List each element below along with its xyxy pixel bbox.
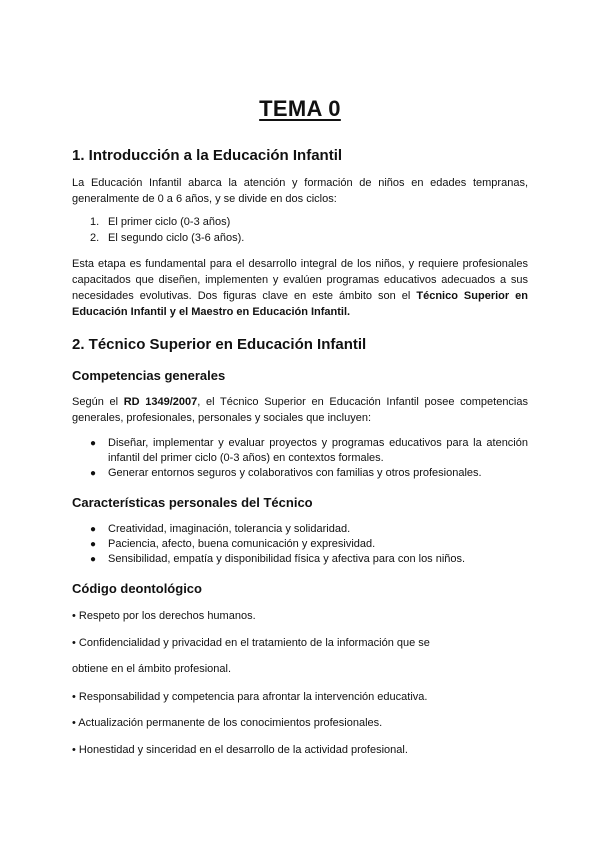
section1-heading: 1. Introducción a la Educación Infantil bbox=[72, 147, 343, 164]
competencias-paragraph bbox=[72, 394, 528, 426]
codigo-line: • Honestidad y sinceridad en el desarrollo de la actividad profesional. bbox=[72, 744, 408, 756]
list-item-text: El segundo ciclo (3-6 años). bbox=[108, 232, 245, 244]
competencias-list bbox=[90, 436, 528, 481]
paragraph-text: , el Técnico Superior en Educación Infantil posee competencias generales, profesionales, personales y sociales que incluyen: bbox=[72, 396, 528, 424]
bullet-icon: ● bbox=[90, 524, 97, 535]
rd-reference: RD 1349/2007 bbox=[123, 396, 198, 408]
list-item bbox=[90, 214, 510, 230]
document-page bbox=[72, 0, 528, 848]
list-item bbox=[90, 230, 510, 246]
paragraph-bold-text: Técnico Superior en Educación Infantil y el Maestro en Educación Infantil. bbox=[72, 290, 528, 318]
list-item bbox=[90, 466, 528, 481]
cycles-list bbox=[90, 214, 510, 246]
codigo-line: • Confidencialidad y privacidad en el tratamiento de la información que se bbox=[72, 637, 430, 649]
list-item-text: Diseñar, implementar y evaluar proyectos y programas educativos para la atención infantil del primer ciclo (0-3 años) en contextos formales. bbox=[108, 437, 528, 464]
section1-intro: La Educación Infantil abarca la atención y formación de niños en edades tempranas, generalmente de 0 a 6 años, y se divide en dos ciclos: bbox=[72, 177, 528, 205]
bullet-icon: ● bbox=[90, 468, 97, 479]
list-item bbox=[90, 522, 528, 537]
list-item bbox=[90, 552, 528, 567]
codigo-line: obtiene en el ámbito profesional. bbox=[72, 663, 231, 675]
bullet-icon: ● bbox=[90, 438, 97, 449]
page-title: TEMA 0 bbox=[259, 96, 341, 121]
list-item bbox=[90, 436, 528, 466]
paragraph-text: Según el bbox=[72, 396, 124, 408]
list-item-text: Creatividad, imaginación, tolerancia y solidaridad. bbox=[108, 523, 351, 535]
bullet-icon: ● bbox=[90, 539, 97, 550]
caracteristicas-list bbox=[90, 522, 528, 567]
list-item bbox=[90, 537, 528, 552]
list-item-text: El primer ciclo (0-3 años) bbox=[108, 216, 231, 228]
list-number: 2. bbox=[90, 232, 100, 244]
section1-paragraph bbox=[72, 256, 528, 320]
codigo-line: • Responsabilidad y competencia para afrontar la intervención educativa. bbox=[72, 691, 428, 703]
list-number: 1. bbox=[90, 216, 100, 228]
list-item-text: Sensibilidad, empatía y disponibilidad física y afectiva para con los niños. bbox=[108, 553, 466, 565]
list-item-text: Paciencia, afecto, buena comunicación y expresividad. bbox=[108, 538, 376, 550]
section2-heading: 2. Técnico Superior en Educación Infantil bbox=[72, 336, 367, 353]
codigo-heading: Código deontológico bbox=[72, 581, 202, 596]
bullet-icon: ● bbox=[90, 554, 97, 565]
competencias-heading: Competencias generales bbox=[72, 368, 226, 383]
caracteristicas-heading: Características personales del Técnico bbox=[72, 495, 313, 510]
paragraph-text: Esta etapa es fundamental para el desarrollo integral de los niños, y requiere profesionales capacitados que diseñen, implementen y evalúen programas educativos adecuados a sus necesidades evolutivas. Dos figuras clave en este ámbito son el bbox=[72, 258, 528, 302]
codigo-line: • Actualización permanente de los conocimientos profesionales. bbox=[72, 717, 383, 729]
codigo-line: • Respeto por los derechos humanos. bbox=[72, 610, 256, 622]
list-item-text: Generar entornos seguros y colaborativos con familias y otros profesionales. bbox=[108, 467, 482, 479]
